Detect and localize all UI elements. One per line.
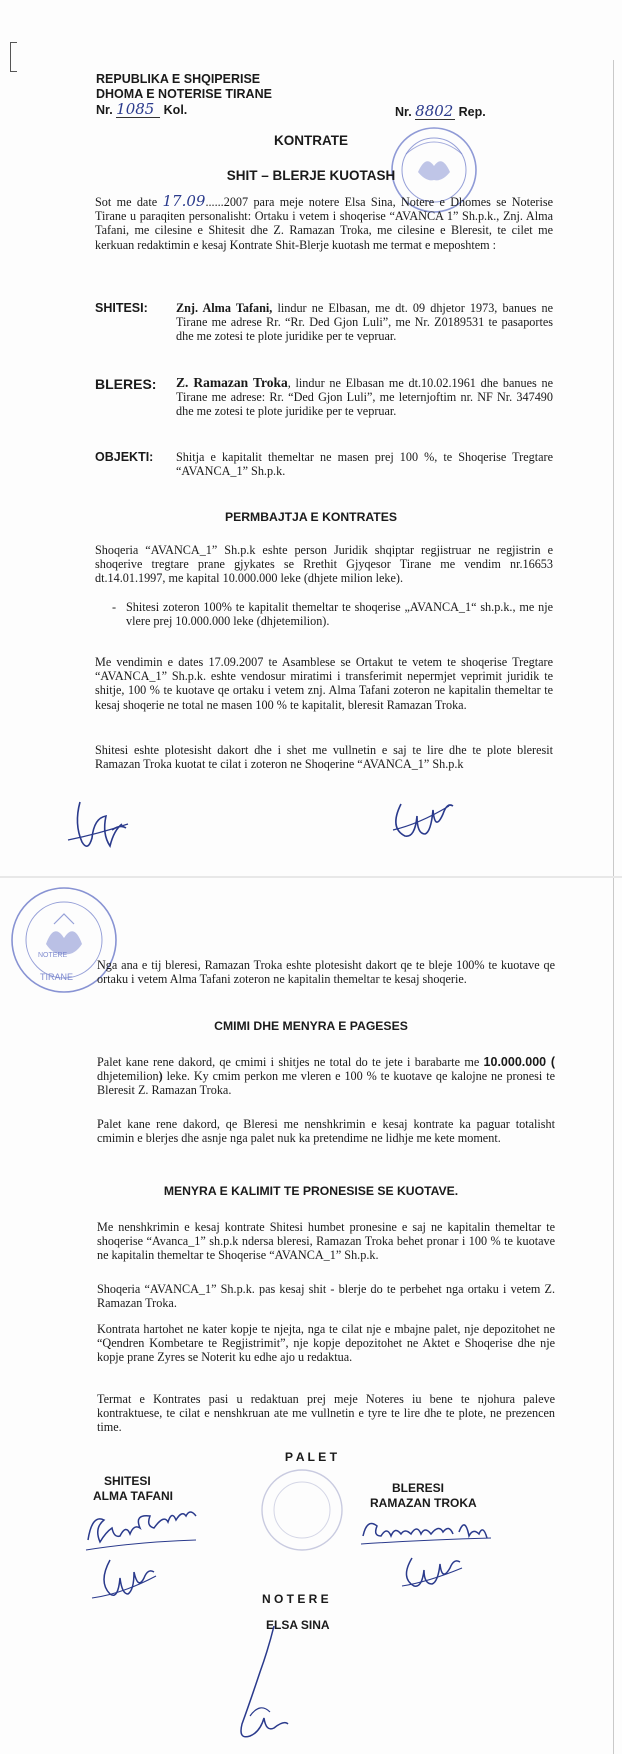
page-2 (0, 878, 622, 1754)
header-nr-line (96, 102, 187, 118)
nr2-handwritten: 8802 (415, 102, 454, 120)
nr-handwritten: 1085 (116, 102, 160, 118)
object-text: Shitja e kapitalit themeltar ne masen prej 100 %, te Shoqerise Tregtare “AVANCA_1” Sh.p.k. (176, 450, 553, 479)
price-words: dhjetemilion (97, 1069, 159, 1084)
copies-paragraph: Kontrata hartohet ne kater kopje te njejta, nga te cilat nje e mbajne palet, nje depozitohet ne “Qendren Kombetare te Regjistrimit”, nje kopje depozitohet ne Aktet e Shoqerise dhe nje kopje prane Zyres se Noterit ku edhe ajo u redaktua. (97, 1322, 555, 1365)
seller-text: lindur ne Elbasan, me dt. 09 dhjetor 1973, banues ne Tirane me adrese Rr. “Rr. Ded Gjon Luli”, me Nr. Z0189531 te pasaportes dhe me zotesi te plote juridike per te vepruar. (176, 301, 553, 344)
nr2-label: Nr. (395, 105, 412, 119)
nr-label: Nr. (96, 103, 113, 117)
price-paragraph (97, 1055, 555, 1098)
price-pre: Palet kane rene dakord, qe cmimi i shitjes ne total do te jete i barabarte me (97, 1055, 484, 1069)
intro-pre: Sot me date (95, 195, 163, 209)
contents-paragraph-3: Shitesi eshte plotesisht dakort dhe i shet me vullnetin e saj te lire dhe te plote bleresit Ramazan Troka kuotat te cilat i zoteron ne Shoqerine “AVANCA_1” Sh.p.k (95, 743, 553, 772)
buyer-name: Z. Ramazan Troka (176, 375, 288, 390)
transfer-paragraph: Me nenshkrimin e kesaj kontrate Shitesi humbet pronesine e saj ne kapitalin themeltar te shoqerise “Avanca_1” sh.p.k ndersa bleresi, Ramazan Troka behet pronar i 100 % te kuotave ne kapitalin themeltar te Shoqerise “AVANCA_1” Sh.p.k. (97, 1220, 555, 1263)
buyer-title: BLERESI (392, 1481, 445, 1495)
notary-statement-paragraph: Termat e Kontrates pasi u redaktuan prej meje Noteres iu bene te njohura paleve kontraktuese, te cilat e nenshkruan ate me vullnetin e tyre te lire dhe te plote, ne prezencen time. (97, 1392, 555, 1435)
rep-label: Rep. (458, 105, 486, 119)
parties-heading: P A L E T (284, 1450, 338, 1464)
contract-subtitle: SHIT – BLERJE KUOTASH (226, 168, 396, 183)
buyer-label: BLERES: (95, 376, 157, 392)
buyer-full-signature (355, 1512, 505, 1552)
section-heading-transfer: MENYRA E KALIMIT TE PRONESISE SE KUOTAVE. (163, 1184, 459, 1198)
notary-title: N O T E R E (262, 1592, 329, 1606)
header-chamber: DHOMA E NOTERISE TIRANE (96, 87, 272, 101)
seller-full-signature (80, 1506, 210, 1556)
header-republic: REPUBLIKA E SHQIPERISE (96, 72, 261, 86)
contents-bullet: Shitesi zoteron 100% te kapitalit themeltar te shoqerise „AVANCA_1“ sh.p.k., me nje vlere prej 10.000.000 leke (dhjetemilion). (126, 600, 553, 629)
buyer-name-signature-block: RAMAZAN TROKA (370, 1496, 477, 1510)
object-label: OBJEKTI: (95, 450, 154, 464)
contents-paragraph-1: Shoqeria “AVANCA_1” Sh.p.k eshte person Juridik shqiptar regjistruar ne regjistrin e shoqerive tregtare prane gjykates se Rrethit Gjyqesor Tirane me vendim nr.16653 dt.14.01.1997, me kapital 10.000.000 leke (dhjete milion leke). (95, 543, 553, 586)
section-heading-contents: PERMBAJTJA E KONTRATES (225, 510, 397, 524)
intro-paragraph (95, 194, 553, 252)
contract-title: KONTRATE (274, 133, 348, 148)
buyer-agreement-paragraph: Nga ana e tij bleresi, Ramazan Troka eshte plotesisht dakort qe te bleje 100% te kuotave qe ortaku i vetem Alma Tafani zoteron ne kapitalin themeltar te kesaj shoqerie. (97, 958, 555, 987)
sole-shareholder-paragraph: Shoqeria “AVANCA_1” Sh.p.k. pas kesaj shit - blerje do te perbehet nga ortaku i vetem Z. Ramazan Troka. (97, 1282, 555, 1311)
punch-mark (10, 42, 17, 72)
seller-title: SHITESI (104, 1474, 151, 1488)
seller-label: SHITESI: (95, 301, 148, 315)
seller-name: Znj. Alma Tafani, (176, 301, 273, 315)
stamp-label-top: NOTERE (38, 952, 68, 959)
price-post: leke. Ky cmim perkon me vleren e 100 % te kuotave qe kalojne ne pronesi te Bleresit Z. Ramazan Troka. (97, 1069, 555, 1098)
price-amount: 10.000.000 ( (483, 1055, 555, 1069)
payment-paragraph: Palet kane rene dakord, qe Bleresi me nenshkrimin e kesaj kontrate ka paguar totalisht cmimin e blerjes dhe asnje nga palet nuk ka pretendime ne lidhje me kete moment. (97, 1117, 555, 1146)
stamp-label-bottom: TIRANE (40, 972, 74, 982)
contents-paragraph-2: Me vendimin e dates 17.09.2007 te Asamblese se Ortakut te vetem te shoqerise Tregtare “AVANCA_1” Sh.p.k. eshte vendosur miratimi i transferimit nepermjet veprimit juridik te shitje, 100 % te kuotave qe ortaku i vetem znj. Alma Tafani zoteron ne kapitalin themeltar te kesaj shoqerie ne total ne masen 100 % te kapitalit, bleresit Ramazan Troka. (95, 655, 553, 712)
section-heading-price: CMIMI DHE MENYRA E PAGESES (214, 1019, 408, 1033)
buyer-initials-signature-2 (394, 1548, 474, 1598)
buyer-text: , lindur ne Elbasan me dt.10.02.1961 dhe banues ne Tirane me adrese: Rr. “Ded Gjon Luli”, me leternjoftim nr. NF Nr. 347490 dhe me zotesi te plote juridike per te vepruar. (176, 376, 553, 419)
buyer-initials-signature (385, 790, 457, 850)
intro-date-handwritten: 17.09 (162, 192, 206, 210)
seller-name-signature-block: ALMA TAFANI (93, 1489, 173, 1503)
header-rep-line (395, 104, 486, 120)
intro-post: ......2007 para meje notere Elsa Sina, Notere e Dhomes se Noterise Tirane u paraqiten personalisht: Ortaku i vetem i shoqerise “AVANCA 1” Sh.p.k., Znj. Alma Tafani, me cilesine e Shitesit dhe Z. Ramazan Troka, me cilesine e Bleresit, te cilet me kerkuan redaktimin e kesaj Kontrate Shit-Blerje kuotash me termat e meposhtem : (95, 195, 553, 252)
seller-initials-signature (62, 790, 142, 860)
faint-company-stamp (256, 1464, 348, 1556)
kol-label: Kol. (163, 103, 188, 117)
page-edge-line (613, 878, 614, 1754)
price-close: ) (158, 1069, 163, 1084)
notary-signature (220, 1622, 310, 1750)
seller-initials-signature-2 (86, 1550, 166, 1610)
buyer-details (176, 376, 553, 419)
notary-name: ELSA SINA (266, 1618, 330, 1632)
seller-details (176, 301, 553, 344)
bullet-dash: - (112, 600, 117, 614)
